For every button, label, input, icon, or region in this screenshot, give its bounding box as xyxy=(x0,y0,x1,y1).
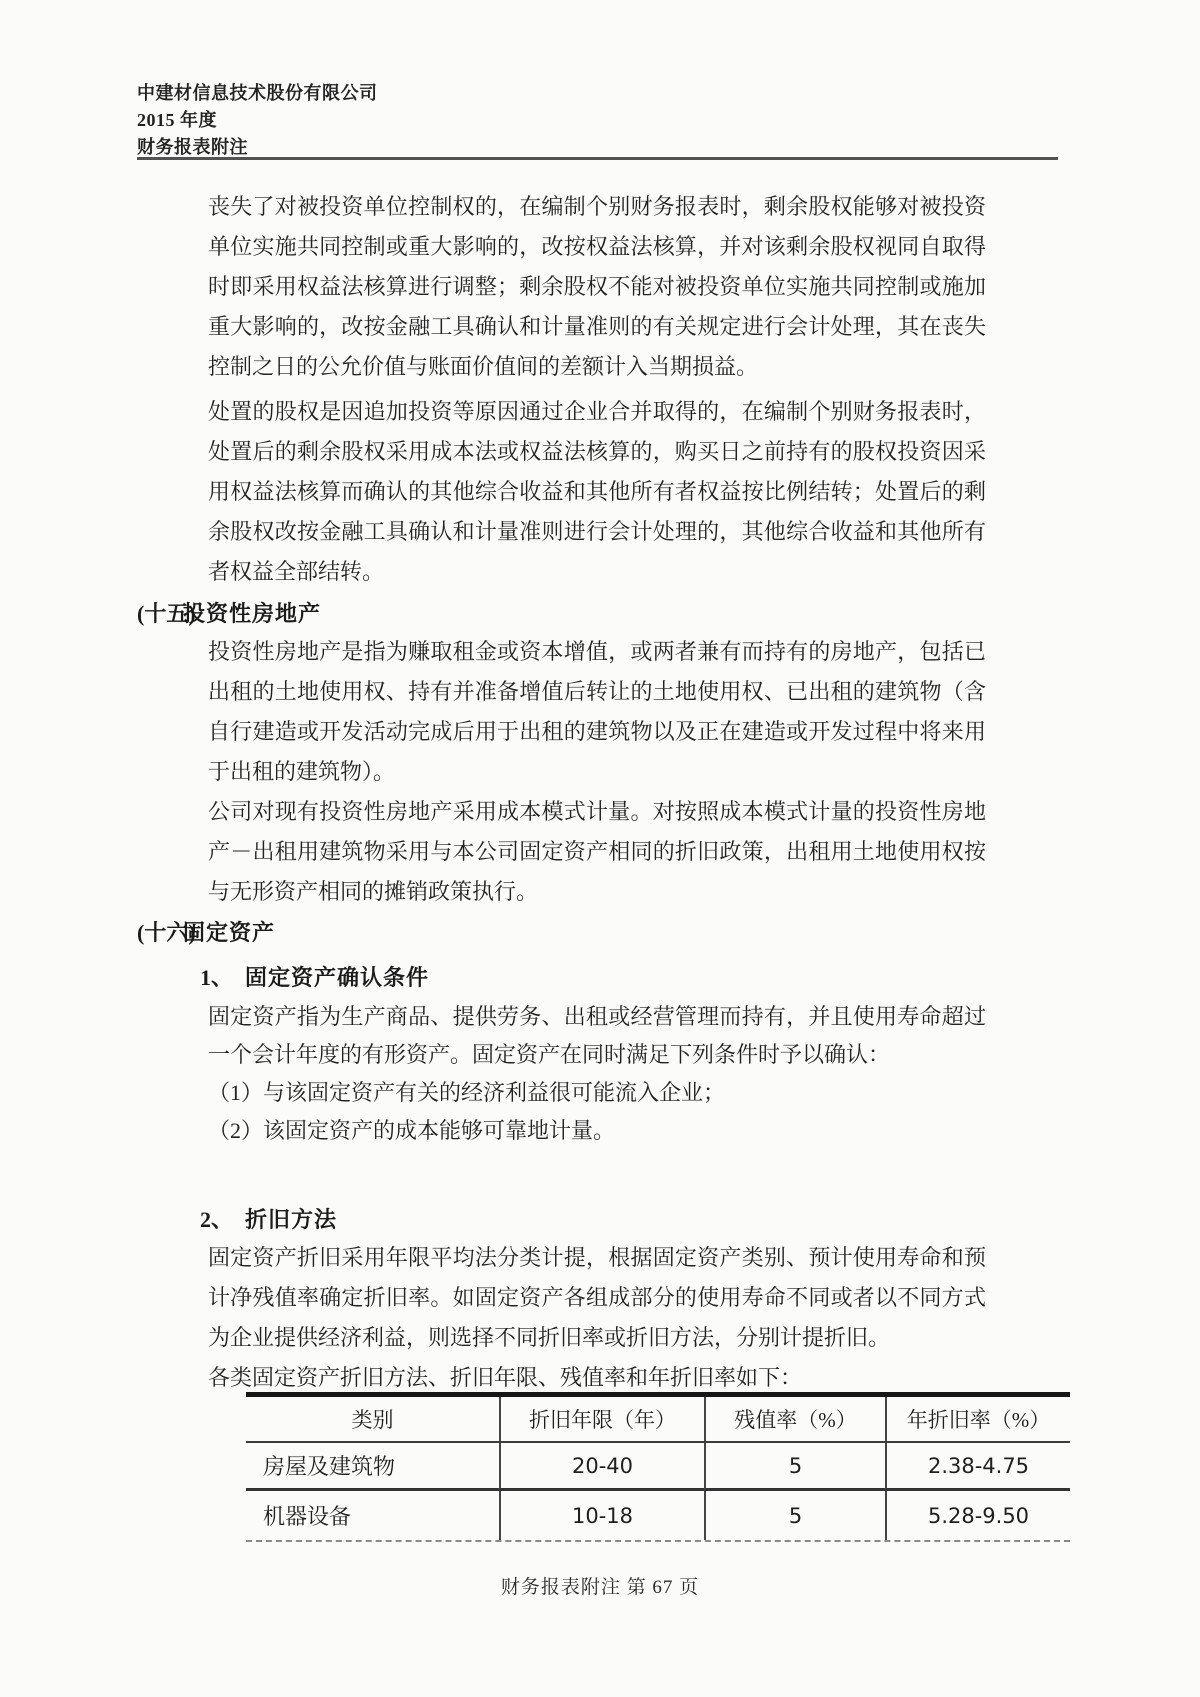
page-header xyxy=(137,80,378,161)
table-header-residual-rate: 残值率（%） xyxy=(704,1397,885,1443)
subsection-2-paragraph: 固定资产折旧采用年限平均法分类计提，根据固定资产类别、预计使用寿命和预计净残值率确定折旧率。如固定资产各组成部分的使用寿命不同或者以不同方式为企业提供经济利益，则选择不同折旧率或折旧方法，分别计提折旧。 xyxy=(208,1245,986,1350)
section-15-title: 投资性房地产 xyxy=(183,601,322,626)
subsection-1-title: 固定资产确认条件 xyxy=(245,965,430,990)
page-footer: 财务报表附注 第 67 页 xyxy=(500,1577,700,1598)
subsection-1-paragraph: 固定资产指为生产商品、提供劳务、出租或经营管理而持有，并且使用寿命超过一个会计年度的有形资产。固定资产在同时满足下列条件时予以确认： xyxy=(208,1004,986,1067)
section-16-title: 固定资产 xyxy=(183,920,276,945)
report-year: 2015 年度 xyxy=(137,110,217,130)
header-rule xyxy=(137,157,1058,160)
company-name: 中建材信息技术股份有限公司 xyxy=(137,83,378,103)
table-cell-annual-rate: 2.38-4.75 xyxy=(885,1443,1070,1491)
table-cell-residual-rate: 5 xyxy=(704,1443,885,1491)
table-cell-annual-rate: 5.28-9.50 xyxy=(885,1491,1070,1540)
section-15-paragraph-2: 公司对现有投资性房地产采用成本模式计量。对按照成本模式计量的投资性房地产－出租用建筑物采用与本公司固定资产相同的折旧政策，出租用土地使用权按与无形资产相同的摊销政策执行。 xyxy=(208,799,986,904)
section-15-body xyxy=(208,632,986,912)
depreciation-table xyxy=(246,1392,1070,1542)
document-title: 财务报表附注 xyxy=(137,137,248,157)
intro-paragraph-1: 丧失了对被投资单位控制权的，在编制个别财务报表时，剩余股权能够对被投资单位实施共同控制或重大影响的，改按权益法核算，并对该剩余股权视同自取得时即采用权益法核算进行调整；剩余股权不能对被投资单位实施共同控制或施加重大影响的，改按金融工具确认和计量准则的有关规定进行会计处理，其在丧失控制之日的公允价值与账面价值间的差额计入当期损益。 xyxy=(208,194,986,379)
section-15-number: (十五) xyxy=(137,601,196,626)
table-intro: 各类固定资产折旧方法、折旧年限、残值率和年折旧率如下： xyxy=(208,1365,803,1390)
subsection-2-body xyxy=(208,1238,986,1398)
subsection-1-number: 1、 xyxy=(200,965,234,990)
table-header-category: 类别 xyxy=(246,1397,499,1443)
table-cell-residual-rate: 5 xyxy=(704,1491,885,1540)
section-15-paragraph-1: 投资性房地产是指为赚取租金或资本增值，或两者兼有而持有的房地产，包括已出租的土地使用权、持有并准备增值后转让的土地使用权、已出租的建筑物（含自行建造或开发活动完成后用于出租的建筑物以及正在建造或开发过程中将来用于出租的建筑物）。 xyxy=(208,639,986,784)
condition-item-1: （1）与该固定资产有关的经济利益很可能流入企业； xyxy=(208,1080,726,1105)
table-header-annual-rate: 年折旧率（%） xyxy=(885,1397,1070,1443)
subsection-2-title: 折旧方法 xyxy=(245,1207,338,1232)
section-16-number: (十六) xyxy=(137,920,196,945)
table-cell-category: 机器设备 xyxy=(263,1504,352,1529)
intro-paragraphs xyxy=(208,187,986,592)
subsection-1-body xyxy=(208,998,986,1150)
table-cell-category: 房屋及建筑物 xyxy=(246,1443,499,1491)
table-cell-years: 20-40 xyxy=(499,1443,704,1491)
table-cell-years: 10-18 xyxy=(499,1491,704,1540)
condition-item-2: （2）该固定资产的成本能够可靠地计量。 xyxy=(208,1118,616,1143)
intro-paragraph-2: 处置的股权是因追加投资等原因通过企业合并取得的，在编制个别财务报表时，处置后的剩余股权采用成本法或权益法核算的，购买日之前持有的股权投资因采用权益法核算而确认的其他综合收益和其他所有者权益按比例结转；处置后的剩余股权改按金融工具确认和计量准则进行会计处理的，其他综合收益和其他所有者权益全部结转。 xyxy=(208,399,986,584)
subsection-2-number: 2、 xyxy=(200,1207,234,1232)
table-header-years: 折旧年限（年） xyxy=(499,1397,704,1443)
